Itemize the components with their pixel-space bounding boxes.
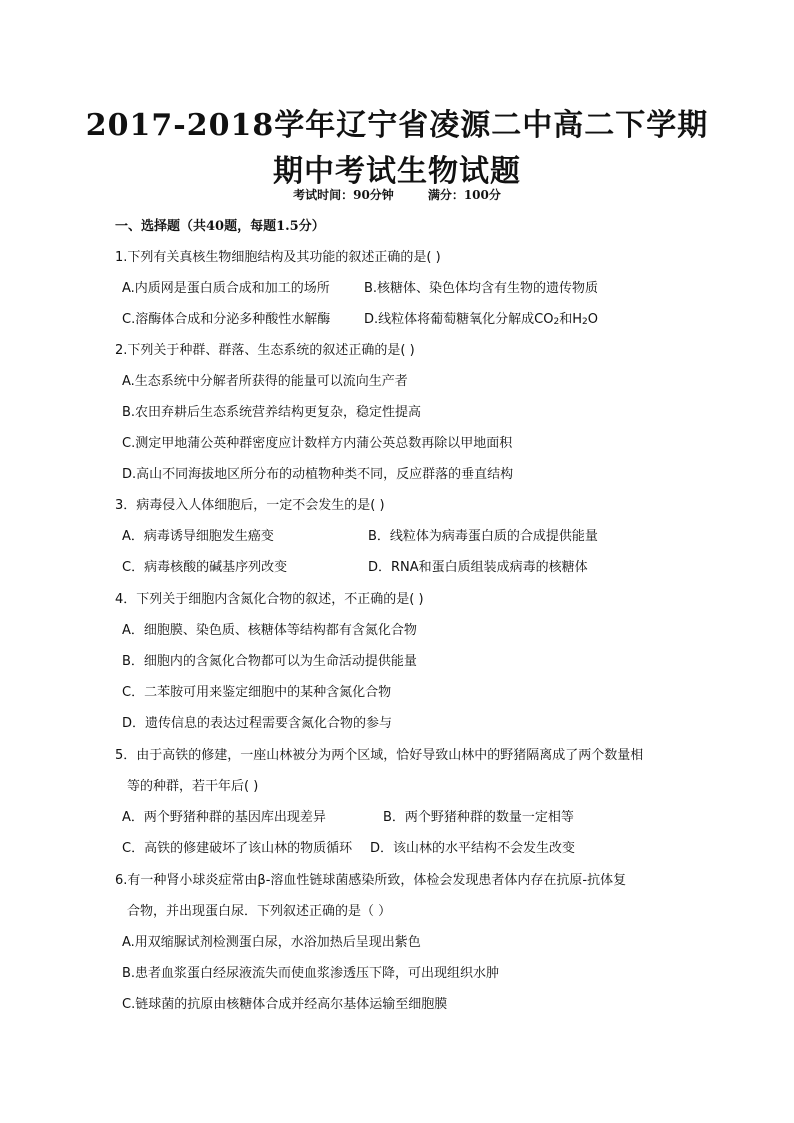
question-2-option-d: D.高山不同海拔地区所分布的动植物种类不同，反应群落的垂直结构: [122, 467, 514, 482]
section-heading: 一、选择题（共40题，每题1.5分）: [115, 219, 325, 234]
question-2-option-b: B.农田弃耕后生态系统营养结构更复杂，稳定性提高: [122, 405, 422, 420]
question-3-option-d: D．RNA和蛋白质组装成病毒的核糖体: [368, 560, 588, 575]
question-4-option-a: A．细胞膜、染色质、核糖体等结构都有含氮化合物: [122, 623, 417, 638]
co2-subscript: 2: [553, 317, 560, 327]
question-5-option-b: B．两个野猪种群的数量一定相等: [383, 810, 574, 825]
question-6-stem-cont: 合物，并出现蛋白尿．下列叙述正确的是（ ）: [127, 904, 392, 919]
question-1-option-c: C.溶酶体合成和分泌多种酸性水解酶: [122, 312, 331, 327]
question-1-option-b: B.核糖体、染色体均含有生物的遗传物质: [364, 281, 599, 296]
question-4-option-c: C．二苯胺可用来鉴定细胞中的某种含氮化合物: [122, 685, 392, 700]
question-5-option-c: C．高铁的修建破坏了该山林的物质循环: [122, 841, 353, 856]
question-1-option-d-text: D.线粒体将葡萄糖氧化分解成CO: [364, 312, 554, 327]
question-2-option-c: C.测定甲地蒲公英种群密度应计数样方内蒲公英总数再除以甲地面积: [122, 436, 513, 451]
question-5-option-d: D．该山林的水平结构不会发生改变: [370, 841, 576, 856]
question-6-stem: 6.有一种肾小球炎症常由β-溶血性链球菌感染所致，体检会发现患者体内存在抗原-抗体复: [115, 873, 627, 888]
question-5-option-a: A．两个野猪种群的基因库出现差异: [122, 810, 326, 825]
question-4-option-d: D．遗传信息的表达过程需要含氮化合物的参与: [122, 716, 393, 731]
question-6-option-a: A.用双缩脲试剂检测蛋白尿，水浴加热后呈现出紫色: [122, 935, 421, 950]
exam-time: 考试时间：90分钟: [293, 188, 394, 202]
exam-title-line1: 2017-2018学年辽宁省凌源二中高二下学期: [85, 108, 709, 143]
exam-title-line2: 期中考试生物试题: [273, 154, 521, 189]
question-5-stem: 5．由于高铁的修建，一座山林被分为两个区域，恰好导致山林中的野猪隔离成了两个数量相: [115, 748, 644, 763]
question-3-option-c: C．病毒核酸的碱基序列改变: [122, 560, 288, 575]
question-6-option-c: C.链球菌的抗原由核糖体合成并经高尔基体运输至细胞膜: [122, 997, 448, 1012]
question-4-stem: 4．下列关于细胞内含氮化合物的叙述，不正确的是( ): [115, 592, 424, 607]
question-3-option-b: B．线粒体为病毒蛋白质的合成提供能量: [368, 529, 598, 544]
question-1-option-d: [364, 311, 598, 331]
question-1-option-d-end: O: [587, 312, 598, 327]
question-1-option-d-mid: 和H: [559, 312, 582, 327]
exam-meta: [0, 186, 794, 203]
question-6-option-b: B.患者血浆蛋白经尿液流失而使血浆渗透压下降，可出现组织水肿: [122, 966, 500, 981]
question-1-option-a: A.内质网是蛋白质合成和加工的场所: [122, 281, 330, 296]
question-1-stem: 1.下列有关真核生物细胞结构及其功能的叙述正确的是( ): [115, 250, 441, 265]
question-5-stem-cont: 等的种群，若干年后( ): [127, 779, 259, 794]
question-3-stem: 3．病毒侵入人体细胞后，一定不会发生的是( ): [115, 498, 385, 513]
question-4-option-b: B．细胞内的含氮化合物都可以为生命活动提供能量: [122, 654, 417, 669]
question-2-stem: 2.下列关于种群、群落、生态系统的叙述正确的是( ): [115, 343, 415, 358]
h2o-subscript: 2: [581, 317, 588, 327]
question-2-option-a: A.生态系统中分解者所获得的能量可以流向生产者: [122, 374, 408, 389]
full-score: 满分：100分: [427, 188, 501, 202]
question-3-option-a: A．病毒诱导细胞发生癌变: [122, 529, 274, 544]
